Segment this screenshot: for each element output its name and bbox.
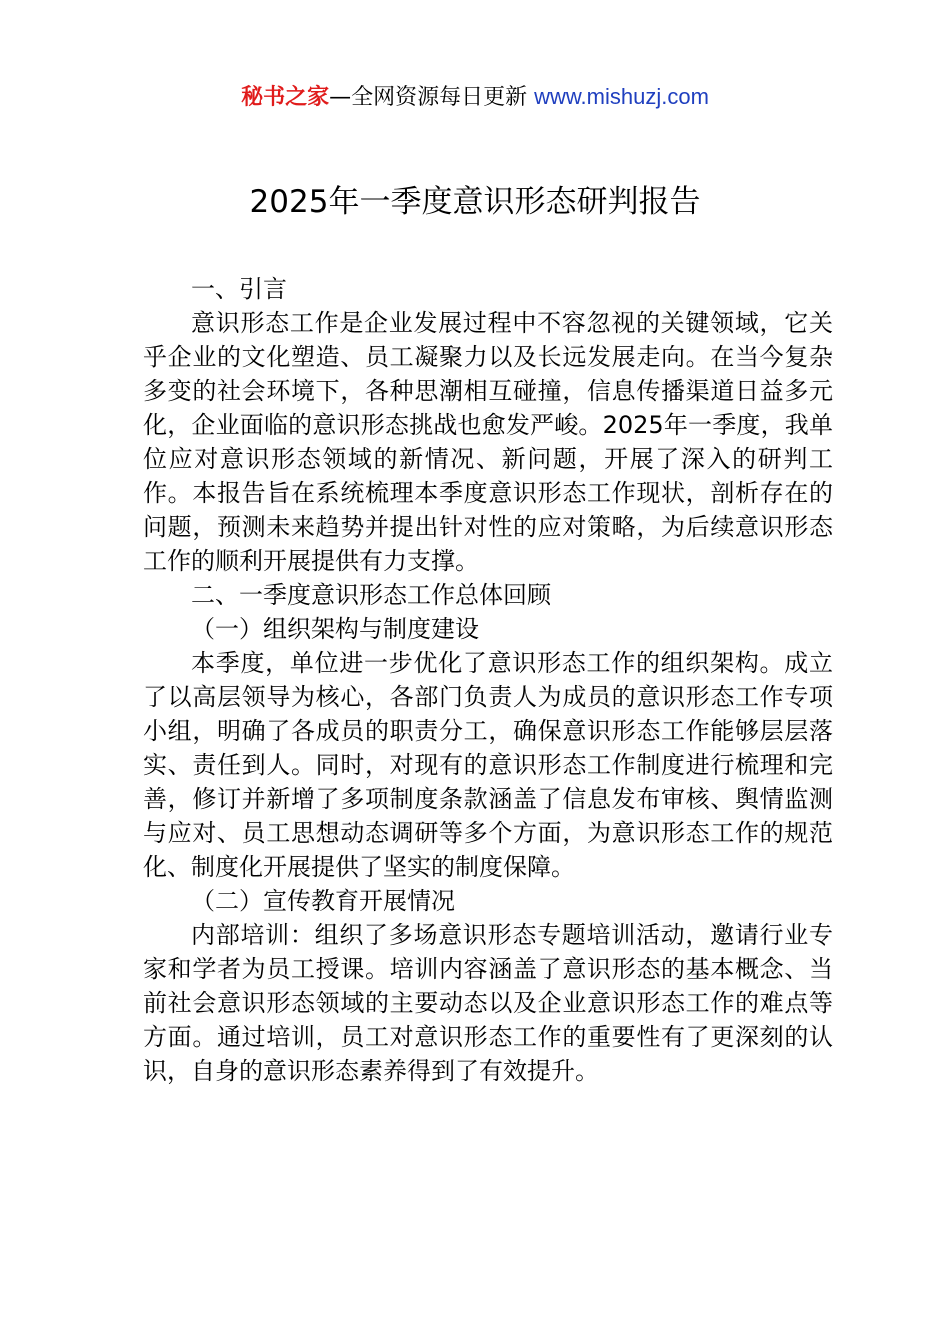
- document-title: 2025年一季度意识形态研判报告: [249, 184, 701, 220]
- site-header: [0, 82, 950, 113]
- paragraph-organization: 本季度，单位进一步优化了意识形态工作的组织架构。成立了以高层领导为核心，各部门负责人为成员的意识形态工作专项小组，明确了各成员的职责分工，确保意识形态工作能够层层落实、责任到人。同时，对现有的意识形态工作制度进行梳理和完善，修订并新增了多项制度条款涵盖了信息发布审核、舆情监测与应对、员工思想动态调研等多个方面，为意识形态工作的规范化、制度化开展提供了坚实的制度保障。: [143, 649, 833, 881]
- subheading-education: （二）宣传教育开展情况: [191, 887, 455, 915]
- subheading-organization: （一）组织架构与制度建设: [191, 615, 479, 643]
- brand-name: 秘书之家: [241, 85, 330, 110]
- document-body: [143, 272, 833, 1088]
- paragraph-intro: 意识形态工作是企业发展过程中不容忽视的关键领域，它关乎企业的文化塑造、员工凝聚力以及长远发展走向。在当今复杂多变的社会环境下，各种思潮相互碰撞，信息传播渠道日益多元化，企业面临的意识形态挑战也愈发严峻。2025年一季度，我单位应对意识形态领域的新情况、新问题，开展了深入的研判工作。本报告旨在系统梳理本季度意识形态工作现状，剖析存在的问题，预测未来趋势并提出针对性的应对策略，为后续意识形态工作的顺利开展提供有力支撑。: [143, 309, 833, 575]
- section-heading-intro: 一、引言: [191, 275, 287, 303]
- section-heading-review: 二、一季度意识形态工作总体回顾: [191, 581, 551, 609]
- header-tagline: —全网资源每日更新: [329, 85, 535, 110]
- paragraph-education: 内部培训：组织了多场意识形态专题培训活动，邀请行业专家和学者为员工授课。培训内容涵盖了意识形态的基本概念、当前社会意识形态领域的主要动态以及企业意识形态工作的难点等方面。通过培训，员工对意识形态工作的重要性有了更深刻的认识，自身的意识形态素养得到了有效提升。: [143, 921, 833, 1085]
- site-url-link[interactable]: www.mishuzj.com: [534, 84, 709, 109]
